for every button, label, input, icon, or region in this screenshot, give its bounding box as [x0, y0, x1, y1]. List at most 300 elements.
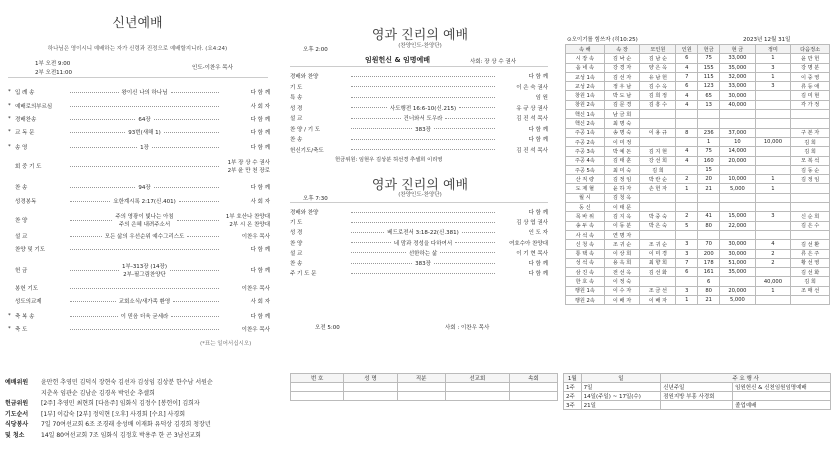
- att-row: [566, 221, 830, 230]
- att-cell: 35,000: [720, 63, 756, 72]
- att-cell: [755, 128, 791, 137]
- att-cell: [755, 110, 791, 119]
- order-item: 송 영: [15, 145, 28, 151]
- order-who: 이찬우 목사: [241, 234, 271, 240]
- order-item: 축 복 송: [15, 314, 35, 320]
- dots: [70, 187, 135, 188]
- att-cell: [791, 184, 830, 193]
- att-cell: 15,000: [720, 212, 756, 221]
- order-item: 입 례 송: [15, 90, 35, 96]
- att-cell: 한 호 속: [566, 277, 605, 286]
- order-who: 유 규 상 권사: [516, 105, 548, 112]
- staff-text: 윤만헌 추영민 김덕식 장현숙 김선자 김성임 김상분 한수남 서원순: [41, 379, 213, 386]
- att-cell: 연 명 자: [604, 230, 640, 239]
- att-cell: 7: [676, 258, 698, 267]
- att-cell: [720, 165, 756, 174]
- att-cell: 옵 네 속: [566, 63, 605, 72]
- order-who: 다 함 께: [528, 210, 548, 216]
- att-cell: 이 태 문: [604, 203, 640, 212]
- att-cell: 김 흥 수: [640, 100, 676, 109]
- att-cell: [791, 203, 830, 212]
- att-cell: 4: [755, 240, 791, 249]
- att-cell: 김 정 임: [604, 175, 640, 184]
- order-item: 특 송: [290, 95, 303, 101]
- att-cell: 1: [755, 184, 791, 193]
- att-cell: [755, 165, 791, 174]
- staff-line: [5, 399, 285, 410]
- order-item: 찬 송: [15, 185, 28, 191]
- att-cell: [698, 110, 720, 119]
- att-cell: 조 귀 순: [640, 240, 676, 249]
- dots: [351, 232, 384, 233]
- att-cell: 정 우 남: [604, 82, 640, 91]
- att-row: [566, 203, 830, 212]
- sched-cell: 21일: [581, 401, 661, 410]
- order-who: 1부 장 상 수 권사 2부 윤 만 천 장로: [227, 160, 270, 174]
- att-cell: 4: [676, 63, 698, 72]
- att-row: [566, 147, 830, 156]
- att-cell: 손 헌 자: [640, 184, 676, 193]
- order-who: 김 상 엽 권사: [516, 220, 548, 227]
- order-mark: *: [8, 313, 11, 319]
- att-cell: 21: [698, 296, 720, 305]
- att-cell: [676, 277, 698, 286]
- order-row: [290, 104, 548, 112]
- att-cell: 236: [698, 128, 720, 137]
- order-content: 94장: [138, 185, 151, 191]
- visit-header: 직분: [397, 374, 445, 383]
- order-content: 93번(새해 1): [128, 130, 161, 136]
- att-cell: [755, 221, 791, 230]
- att-cell: [698, 203, 720, 212]
- sched-cell: [733, 392, 831, 401]
- att-cell: 1: [755, 72, 791, 81]
- sched-cell: 임원헌신 & 신천임원임명예배: [733, 383, 831, 392]
- stand-note: (*표는 일어서십시오): [200, 341, 252, 347]
- dots: [171, 316, 219, 317]
- order-row: [290, 228, 548, 236]
- att-cell: 류 등 애: [791, 82, 830, 91]
- att-cell: [676, 230, 698, 239]
- dots: [70, 119, 135, 120]
- order-row: [8, 262, 270, 278]
- att-cell: 조 귀 순: [604, 240, 640, 249]
- dots: [445, 118, 495, 119]
- dots: [70, 201, 110, 202]
- att-cell: 주공 4속: [566, 156, 605, 165]
- sched-header: 1월: [564, 374, 582, 383]
- att-cell: 22,000: [720, 221, 756, 230]
- dots: [434, 263, 495, 264]
- staff-text: 7일 70여선교회 6조 조경래 송성배 이재화 유덕상 김경희 청장년: [41, 421, 211, 428]
- att-cell: 40,000: [720, 100, 756, 109]
- order-row: [290, 125, 548, 133]
- order-content: 383장: [415, 126, 431, 133]
- att-cell: [755, 268, 791, 277]
- dots: [70, 249, 219, 250]
- att-cell: 30,000: [720, 240, 756, 249]
- officers: 헌금위원: 임현우 김상분 허선경 추셀희 이리영: [335, 157, 443, 163]
- att-cell: 1: [676, 184, 698, 193]
- att-cell: 산 직 량: [566, 175, 605, 184]
- att-cell: 6: [676, 268, 698, 277]
- sched-cell: [661, 401, 733, 410]
- order-content: 1부-313장 (14장) 2부-필그림찬양단: [122, 264, 167, 278]
- att-cell: [698, 119, 720, 128]
- order-who: 김 진 석 목사: [516, 116, 549, 122]
- att-cell: [755, 100, 791, 109]
- att-cell: 신 청 속: [566, 240, 605, 249]
- dots: [70, 220, 112, 221]
- att-cell: 20,000: [720, 156, 756, 165]
- att-cell: 51,000: [720, 258, 756, 267]
- middle-sub-2: (찬양인도-찬양단): [398, 192, 442, 198]
- att-cell: 교성 2속: [566, 82, 605, 91]
- staff-line: [5, 410, 285, 421]
- att-row: [566, 286, 830, 295]
- order-row: [8, 325, 270, 333]
- visitor-table: [290, 373, 558, 401]
- att-cell: 김 선 자: [604, 72, 640, 81]
- divider: [290, 202, 548, 203]
- left-title: 신년예배: [112, 16, 163, 31]
- order-mark: *: [8, 129, 11, 135]
- att-cell: 통 택 속: [566, 249, 605, 258]
- sched-cell: 2주: [564, 392, 582, 401]
- dots: [455, 242, 495, 243]
- order-item: 경배와 찬양: [290, 74, 319, 80]
- att-cell: [676, 193, 698, 202]
- att-cell: [720, 230, 756, 239]
- dawn-host: 사회 : 이찬우 목사: [445, 325, 490, 331]
- att-cell: [755, 156, 791, 165]
- sched-cell: 1주: [564, 383, 582, 392]
- dots: [70, 92, 119, 93]
- bottom-staff: [5, 378, 285, 441]
- att-cell: 이 용 규: [640, 128, 676, 137]
- att-cell: 모 복 석: [791, 156, 830, 165]
- att-cell: 5,000: [720, 184, 756, 193]
- visit-cell: [445, 383, 509, 392]
- middle-title-2: 영과 진리의 예배: [371, 178, 469, 193]
- att-cell: 5,000: [720, 296, 756, 305]
- order-content: 왕이신 나의 하나님: [121, 90, 168, 96]
- att-cell: 1: [698, 137, 720, 146]
- att-cell: 시 장 속: [566, 54, 605, 63]
- visit-cell: [344, 392, 397, 401]
- att-cell: 최 명 숙: [604, 119, 640, 128]
- divider: [8, 77, 268, 78]
- order-content: 사도행전 16:6-10(신.215): [389, 105, 457, 112]
- visit-cell: [397, 392, 445, 401]
- order-who: 다 함 께: [250, 247, 270, 253]
- att-row: [566, 258, 830, 267]
- visit-cell: [445, 392, 509, 401]
- att-cell: 성 석 속: [566, 258, 605, 267]
- order-row: [290, 269, 548, 277]
- order-item: 성도의교제: [15, 299, 42, 305]
- visit-cell: [397, 383, 445, 392]
- sched-cell: 졸업예배: [733, 401, 831, 410]
- att-cell: 70: [698, 240, 720, 249]
- att-cell: 강 선 희: [640, 156, 676, 165]
- special-service: 임원헌신 & 임명예배: [365, 56, 431, 64]
- att-cell: 김 남 순: [640, 54, 676, 63]
- order-row: [8, 158, 270, 174]
- dots: [351, 252, 406, 253]
- att-cell: [791, 296, 830, 305]
- order-item: 회 중 기 도: [15, 164, 42, 170]
- att-cell: [676, 110, 698, 119]
- att-cell: 3: [676, 249, 698, 258]
- att-row: [566, 82, 830, 91]
- time-1: 1부 오전 9:00: [35, 61, 71, 67]
- order-item: 축 도: [15, 327, 28, 333]
- att-row: [566, 72, 830, 81]
- order-who: 다 함 께: [528, 137, 548, 143]
- order-row: [290, 146, 548, 154]
- order-item: 설 교: [15, 234, 28, 240]
- att-cell: 전 선 옥: [604, 268, 640, 277]
- att-cell: [640, 110, 676, 119]
- staff-label: 식당봉사: [5, 421, 29, 428]
- dots: [70, 106, 219, 107]
- att-cell: [791, 119, 830, 128]
- att-cell: 6: [676, 54, 698, 63]
- att-header: 모인원: [640, 45, 676, 54]
- att-cell: 교성 1속: [566, 72, 605, 81]
- att-cell: 박 중 숙: [640, 212, 676, 221]
- att-row: [566, 165, 830, 174]
- att-cell: 윤 만 헌: [791, 54, 830, 63]
- order-row: [290, 218, 548, 226]
- att-cell: 4: [676, 100, 698, 109]
- att-cell: 목 바 위: [566, 212, 605, 221]
- order-row: [8, 245, 270, 253]
- att-cell: 2: [676, 175, 698, 184]
- order-row: [290, 114, 548, 122]
- att-cell: 이 미 정: [604, 137, 640, 146]
- visit-cell: [291, 392, 344, 401]
- att-cell: 14,000: [720, 147, 756, 156]
- order-mark: *: [8, 89, 11, 95]
- att-cell: 윤 하 자: [604, 184, 640, 193]
- order-who: 다 함 께: [528, 261, 548, 267]
- dots: [462, 232, 495, 233]
- att-cell: 송 두 속: [566, 221, 605, 230]
- order-item: 성 경: [290, 230, 303, 237]
- dots: [177, 220, 219, 221]
- order-row: [290, 72, 548, 80]
- time-pm: 오후 2:00: [303, 47, 328, 53]
- order-who: 다 함 께: [250, 130, 271, 136]
- att-cell: [720, 277, 756, 286]
- order-who: 이 은 숙 권사: [516, 84, 548, 91]
- att-cell: 사 석 속: [566, 230, 605, 239]
- order-item: 경배찬송: [15, 117, 37, 123]
- att-cell: 김 지 현: [640, 147, 676, 156]
- att-cell: [640, 193, 676, 202]
- order-item: 찬양 및 기도: [15, 247, 46, 253]
- att-row: [566, 268, 830, 277]
- att-cell: 강 경 자: [604, 63, 640, 72]
- att-cell: 40,000: [755, 277, 791, 286]
- att-cell: 박 은 숙: [640, 221, 676, 230]
- att-cell: [720, 193, 756, 202]
- dots: [154, 187, 219, 188]
- visitor-table-wrap: [290, 373, 558, 401]
- att-cell: 30,000: [720, 249, 756, 258]
- order-mark: *: [8, 144, 11, 150]
- dots: [351, 76, 495, 77]
- dots: [351, 263, 412, 264]
- att-cell: 33,000: [720, 82, 756, 91]
- att-row: [566, 156, 830, 165]
- att-cell: 김 은 수: [791, 221, 830, 230]
- dots: [70, 288, 219, 289]
- att-row: [566, 91, 830, 100]
- att-cell: 13: [698, 100, 720, 109]
- att-cell: 동 신: [566, 203, 605, 212]
- att-row: [566, 296, 830, 305]
- order-who: 이찬우 목사: [241, 327, 270, 333]
- dots: [70, 270, 119, 271]
- att-cell: [676, 137, 698, 146]
- order-mark: *: [8, 103, 11, 109]
- att-cell: 3: [755, 63, 791, 72]
- dots: [351, 242, 391, 243]
- dots: [459, 107, 495, 108]
- order-who: 다 함 께: [250, 268, 270, 274]
- att-cell: 최 미 숙: [604, 165, 640, 174]
- att-cell: 유 남 헌: [640, 72, 676, 81]
- att-cell: [755, 119, 791, 128]
- att-cell: 김 희 정: [640, 91, 676, 100]
- dots: [154, 119, 219, 120]
- staff-label: 및 청소: [5, 431, 25, 439]
- att-header: 현 금: [720, 45, 756, 54]
- att-row: [566, 230, 830, 239]
- att-cell: [676, 119, 698, 128]
- att-cell: 월 시: [566, 193, 605, 202]
- att-cell: [755, 91, 791, 100]
- att-cell: 80: [698, 286, 720, 295]
- att-cell: [698, 193, 720, 202]
- order-row: [8, 102, 270, 110]
- att-cell: 3: [755, 82, 791, 91]
- att-cell: 200: [698, 249, 720, 258]
- att-cell: 박 예 돈: [604, 147, 640, 156]
- att-cell: 이 상 희: [604, 249, 640, 258]
- order-content: 베드로전서 3:18-22(신.381): [387, 230, 459, 237]
- att-row: [566, 137, 830, 146]
- att-header: 헌금: [698, 45, 720, 54]
- att-cell: 각 가 정: [791, 100, 830, 109]
- staff-label: 헌금위원: [5, 400, 29, 407]
- att-cell: 이 배 자: [640, 296, 676, 305]
- att-cell: 21: [698, 184, 720, 193]
- att-row: [566, 119, 830, 128]
- att-cell: [791, 110, 830, 119]
- order-who: 이찬우 목사: [241, 286, 270, 292]
- att-cell: 김 희: [640, 165, 676, 174]
- att-cell: [755, 203, 791, 212]
- order-who: 다 함 께: [250, 90, 271, 96]
- att-cell: 김 지 옥: [604, 212, 640, 221]
- staff-label: 예배위원: [5, 379, 29, 386]
- att-cell: 김 문 경: [604, 100, 640, 109]
- att-cell: 주공 2속: [566, 137, 605, 146]
- dots: [70, 132, 125, 133]
- att-cell: 1: [676, 296, 698, 305]
- order-content: 64장: [138, 117, 151, 123]
- dots: [70, 316, 118, 317]
- att-cell: 남 금 희: [604, 110, 640, 119]
- order-item: 찬 송: [290, 137, 303, 143]
- order-item: 성 경: [290, 105, 303, 112]
- order-row: [8, 232, 270, 240]
- att-cell: [755, 147, 791, 156]
- att-cell: 이 미 경: [640, 249, 676, 258]
- att-header: 정미: [755, 45, 791, 54]
- order-who: 사 회 자: [250, 299, 271, 305]
- att-cell: 송 명 숙: [604, 128, 640, 137]
- middle-panel: [285, 0, 555, 370]
- order-who: 임 원: [535, 95, 548, 101]
- att-cell: 2: [676, 212, 698, 221]
- order-content: 1장: [140, 145, 149, 151]
- att-cell: 핵신 2속: [566, 119, 605, 128]
- att-cell: [676, 165, 698, 174]
- att-cell: 6: [676, 82, 698, 91]
- order-item: 기 도: [290, 84, 303, 91]
- order-who: 김 진 석 목사: [516, 147, 548, 154]
- att-row: [566, 175, 830, 184]
- dots: [351, 149, 495, 150]
- dots: [173, 301, 219, 302]
- order-who: 다 함 께: [250, 145, 270, 151]
- att-cell: 이 중 영: [791, 72, 830, 81]
- dots: [351, 212, 495, 213]
- att-cell: 창원 2속: [566, 100, 605, 109]
- att-cell: 박 란 순: [640, 175, 676, 184]
- order-item: 설 교: [290, 250, 303, 257]
- order-content: 주의 영광이 빛나는 아침 주의 은혜 내려주소서: [115, 214, 174, 228]
- dots: [171, 92, 220, 93]
- visit-cell: [344, 383, 397, 392]
- att-cell: 창원 1속: [566, 91, 605, 100]
- att-cell: 10,000: [755, 137, 791, 146]
- att-cell: 김 정 임: [791, 175, 830, 184]
- dots: [70, 301, 116, 302]
- dots: [440, 252, 495, 253]
- att-cell: 행원 1속: [566, 286, 605, 295]
- att-cell: 80: [698, 221, 720, 230]
- order-who: 여호수아 찬양대: [509, 240, 549, 247]
- order-content: 네 맘과 정성을 다하여서: [393, 240, 453, 247]
- att-cell: 161: [698, 268, 720, 277]
- att-row: [566, 54, 830, 63]
- visit-header: 번 호: [291, 374, 344, 383]
- att-cell: 양 은 옥: [640, 63, 676, 72]
- att-cell: 1: [755, 54, 791, 63]
- order-content: 383장: [415, 261, 431, 267]
- order-row: [8, 183, 270, 191]
- order-item: 봉헌 기도: [15, 286, 39, 292]
- order-item: 찬 송: [290, 261, 303, 267]
- att-cell: 5: [676, 221, 698, 230]
- att-cell: 155: [698, 63, 720, 72]
